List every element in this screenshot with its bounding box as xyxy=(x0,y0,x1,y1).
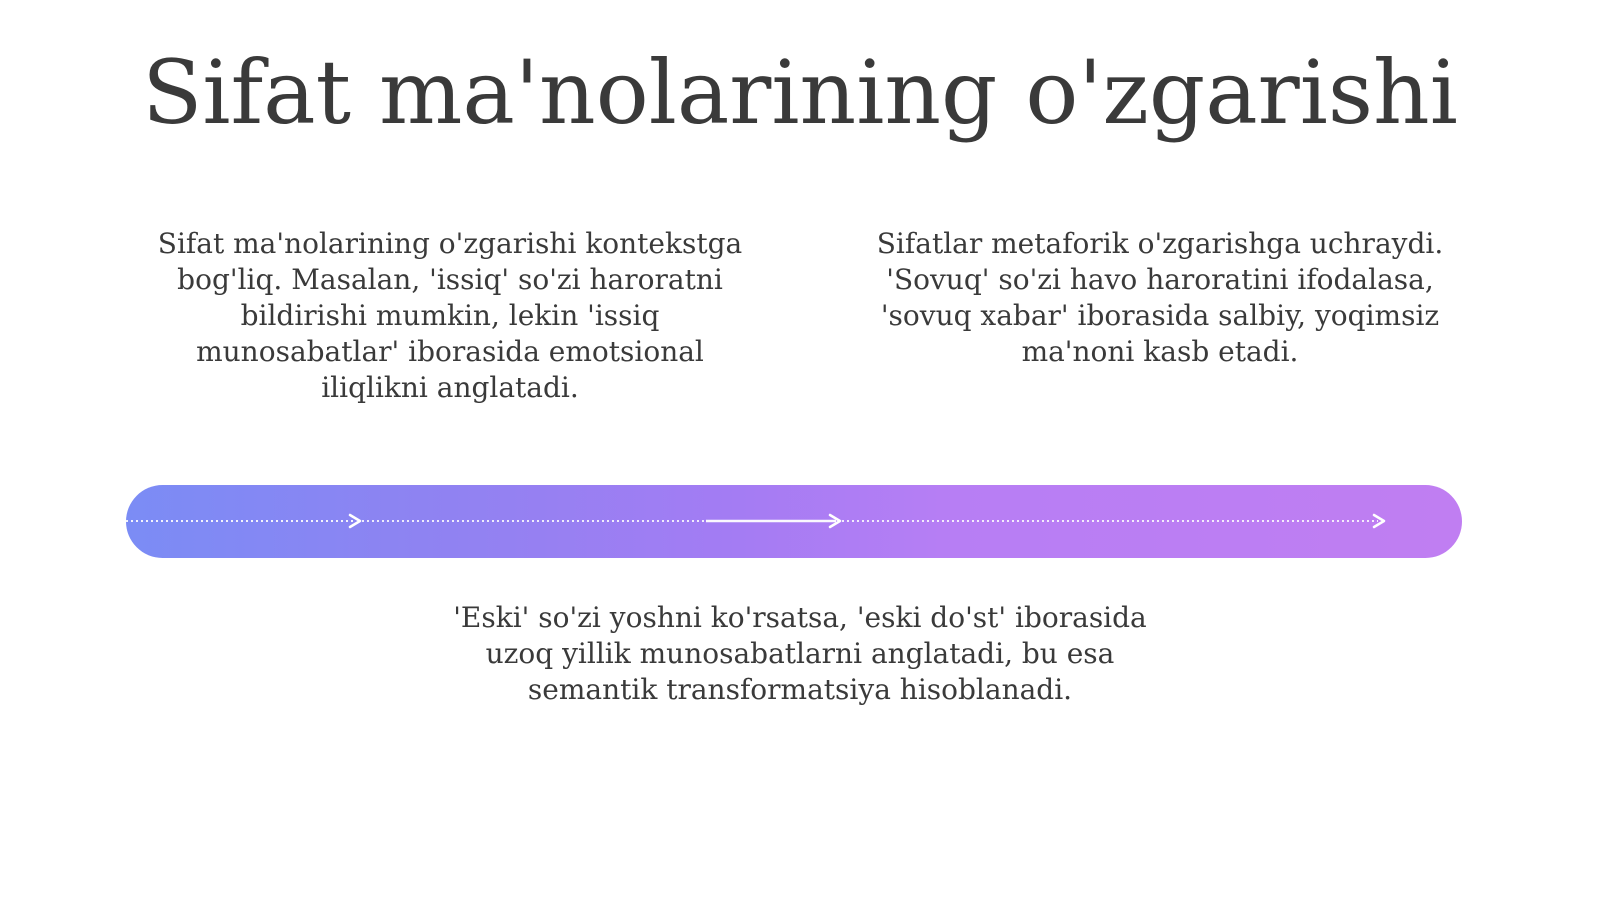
timeline-arrows xyxy=(126,485,1462,558)
text-block-left: Sifat ma'nolarining o'zgarishi kontekstga bog'liq. Masalan, 'issiq' so'zi haroratni bildirishi mumkin, lekin 'issiq munosabatlar' iborasida emotsional iliqlikni anglatadi. xyxy=(157,227,743,404)
text-block-bottom: 'Eski' so'zi yoshni ko'rsatsa, 'eski do'st' iborasida uzoq yillik munosabatlarni anglatadi, bu esa semantik transformatsiya hisoblanadi. xyxy=(453,601,1147,706)
timeline-arrow-icon-3 xyxy=(1374,515,1384,527)
timeline-bar xyxy=(126,485,1462,558)
text-block-right: Sifatlar metaforik o'zgarishga uchraydi. 'Sovuq' so'zi havo haroratini ifodalasa, 'sovuq xabar' iborasida salbiy, yoqimsiz ma'noni kasb etadi. xyxy=(876,227,1444,368)
slide-title: Sifat ma'nolarining o'zgarishi xyxy=(142,41,1458,144)
